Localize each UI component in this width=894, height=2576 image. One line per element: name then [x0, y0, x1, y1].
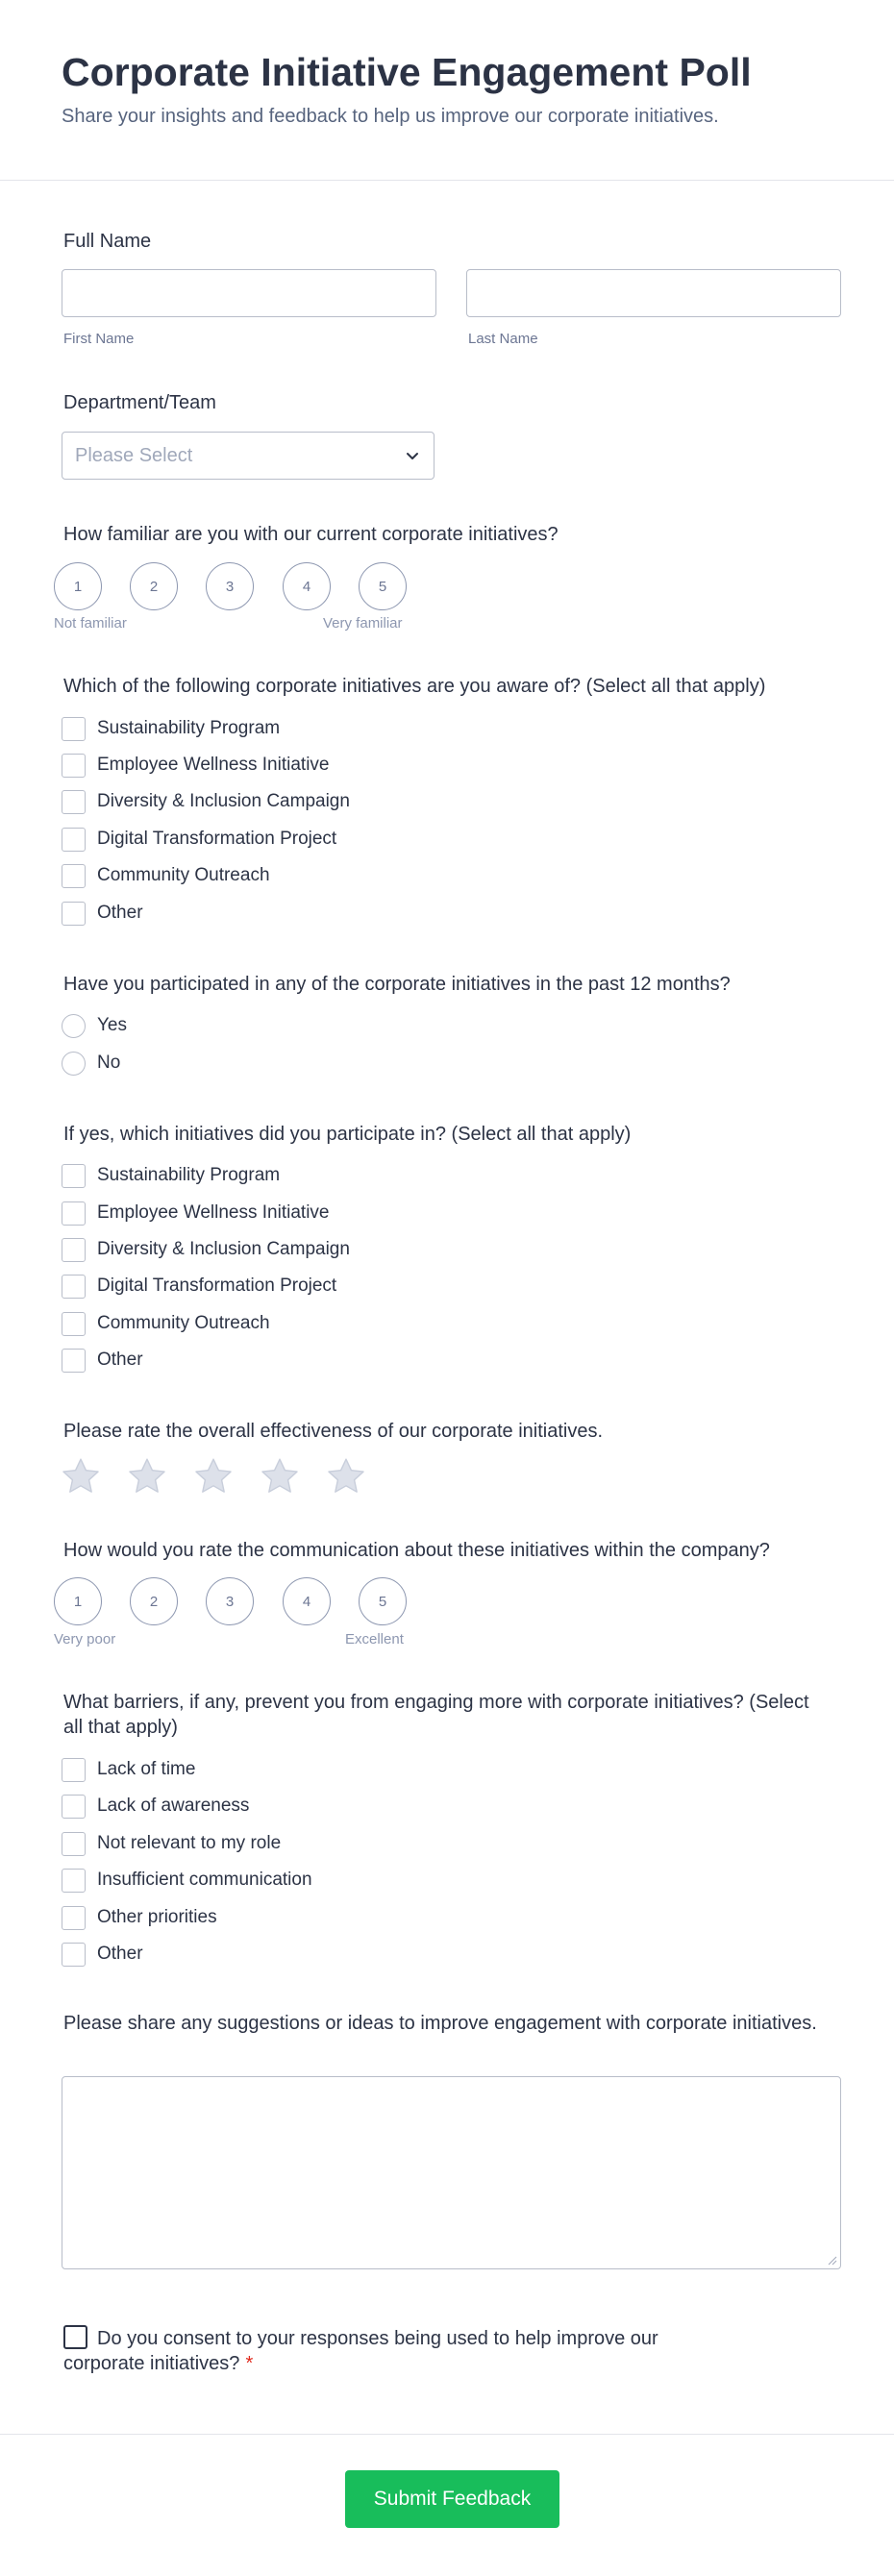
familiarity-label: How familiar are you with our current corporate initiatives? [63, 524, 559, 545]
star-icon[interactable] [61, 1456, 101, 1497]
star-icon[interactable] [260, 1456, 300, 1497]
awareness-option[interactable] [62, 789, 350, 814]
first-name-sublabel: First Name [63, 331, 135, 347]
option-label: Insufficient communication [97, 1870, 312, 1890]
awareness-option[interactable] [62, 753, 329, 778]
checkbox[interactable] [62, 1943, 86, 1967]
participated-label: Have you participated in any of the corporate initiatives in the past 12 months? [63, 974, 731, 995]
department-placeholder: Please Select [75, 445, 193, 466]
form-title: Corporate Initiative Engagement Poll [62, 50, 752, 94]
form-subtitle: Share your insights and feedback to help us improve our corporate initiatives. [62, 106, 719, 127]
suggestions-textarea[interactable] [62, 2076, 841, 2269]
participation-option[interactable] [62, 1237, 350, 1262]
familiarity-high-label: Very familiar [323, 615, 403, 632]
option-label: Yes [97, 1015, 127, 1035]
participation-option[interactable] [62, 1348, 143, 1373]
required-mark: * [245, 2353, 254, 2374]
awareness-option[interactable] [62, 863, 270, 888]
star-icon[interactable] [193, 1456, 234, 1497]
option-label: Lack of awareness [97, 1796, 250, 1816]
checkbox[interactable] [62, 1758, 86, 1782]
last-name-input[interactable] [466, 269, 841, 317]
submit-button[interactable]: Submit Feedback [345, 2470, 559, 2528]
effectiveness-label: Please rate the overall effectiveness of our corporate initiatives. [63, 1421, 604, 1442]
option-label: Sustainability Program [97, 718, 281, 738]
barriers-option[interactable] [62, 1794, 249, 1819]
star-icon[interactable] [127, 1456, 167, 1497]
communication-option-1[interactable]: 1 [54, 1577, 102, 1625]
checkbox[interactable] [62, 790, 86, 814]
option-label: Digital Transformation Project [97, 829, 337, 849]
full-name-label: Full Name [63, 231, 152, 252]
familiarity-option-4[interactable]: 4 [283, 562, 331, 610]
communication-high-label: Excellent [345, 1631, 404, 1647]
checkbox[interactable] [62, 1832, 86, 1856]
checkbox[interactable] [62, 1275, 86, 1299]
participated-option-yes[interactable] [62, 1013, 127, 1038]
familiarity-low-label: Not familiar [54, 615, 127, 632]
suggestions-label: Please share any suggestions or ideas to improve engagement with corporate initiatives. [63, 2013, 817, 2034]
communication-option-3[interactable]: 3 [206, 1577, 254, 1625]
consent-label: Do you consent to your responses being used to help improve our corporate initiatives? [63, 2328, 658, 2374]
option-label: Diversity & Inclusion Campaign [97, 1239, 350, 1259]
checkbox[interactable] [62, 828, 86, 852]
checkbox[interactable] [62, 1795, 86, 1819]
participated-option-no[interactable] [62, 1051, 120, 1076]
familiarity-option-1[interactable]: 1 [54, 562, 102, 610]
consent-checkbox[interactable] [63, 2325, 87, 2349]
consent-field [63, 2325, 736, 2376]
option-label: Employee Wellness Initiative [97, 1202, 330, 1223]
department-label: Department/Team [63, 392, 216, 413]
communication-low-label: Very poor [54, 1631, 116, 1647]
option-label: No [97, 1053, 121, 1073]
checkbox[interactable] [62, 902, 86, 926]
resize-grip-icon[interactable] [828, 2256, 837, 2266]
barriers-option[interactable] [62, 1942, 143, 1967]
checkbox[interactable] [62, 1201, 86, 1226]
option-label: Other [97, 903, 143, 923]
communication-option-2[interactable]: 2 [130, 1577, 178, 1625]
option-label: Digital Transformation Project [97, 1276, 337, 1296]
department-select[interactable] [62, 432, 435, 480]
barriers-option[interactable] [62, 1905, 217, 1930]
checkbox[interactable] [62, 717, 86, 741]
option-label: Community Outreach [97, 865, 270, 885]
checkbox[interactable] [62, 1869, 86, 1893]
last-name-sublabel: Last Name [468, 331, 538, 347]
communication-option-4[interactable]: 4 [283, 1577, 331, 1625]
star-icon[interactable] [326, 1456, 366, 1497]
participation-option[interactable] [62, 1163, 280, 1188]
option-label: Community Outreach [97, 1313, 270, 1333]
form-header [0, 0, 894, 181]
first-name-input[interactable] [62, 269, 436, 317]
familiarity-option-3[interactable]: 3 [206, 562, 254, 610]
checkbox[interactable] [62, 864, 86, 888]
communication-label: How would you rate the communication about these initiatives within the company? [63, 1540, 770, 1561]
barriers-option[interactable] [62, 1868, 312, 1893]
communication-option-5[interactable]: 5 [359, 1577, 407, 1625]
option-label: Employee Wellness Initiative [97, 755, 330, 775]
option-label: Other [97, 1350, 143, 1370]
footer-divider [0, 2434, 894, 2435]
barriers-option[interactable] [62, 1757, 195, 1782]
awareness-label: Which of the following corporate initiatives are you aware of? (Select all that apply) [63, 676, 766, 697]
radio[interactable] [62, 1052, 86, 1076]
radio[interactable] [62, 1014, 86, 1038]
checkbox[interactable] [62, 1906, 86, 1930]
checkbox[interactable] [62, 1164, 86, 1188]
participation-option[interactable] [62, 1274, 336, 1299]
checkbox[interactable] [62, 1312, 86, 1336]
option-label: Lack of time [97, 1759, 196, 1779]
option-label: Other [97, 1944, 143, 1964]
barriers-label: What barriers, if any, prevent you from engaging more with corporate initiatives? (Select all that apply) [63, 1692, 809, 1738]
awareness-option[interactable] [62, 901, 143, 926]
familiarity-option-5[interactable]: 5 [359, 562, 407, 610]
awareness-option[interactable] [62, 716, 280, 741]
participation-list-label: If yes, which initiatives did you participate in? (Select all that apply) [63, 1124, 632, 1145]
checkbox[interactable] [62, 1349, 86, 1373]
chevron-down-icon [403, 446, 422, 465]
option-label: Diversity & Inclusion Campaign [97, 791, 350, 811]
awareness-option[interactable] [62, 827, 336, 852]
checkbox[interactable] [62, 754, 86, 778]
participation-option[interactable] [62, 1201, 329, 1226]
checkbox[interactable] [62, 1238, 86, 1262]
participation-option[interactable] [62, 1311, 270, 1336]
familiarity-option-2[interactable]: 2 [130, 562, 178, 610]
option-label: Not relevant to my role [97, 1833, 282, 1853]
option-label: Other priorities [97, 1907, 217, 1927]
barriers-option[interactable] [62, 1831, 281, 1856]
option-label: Sustainability Program [97, 1165, 281, 1185]
